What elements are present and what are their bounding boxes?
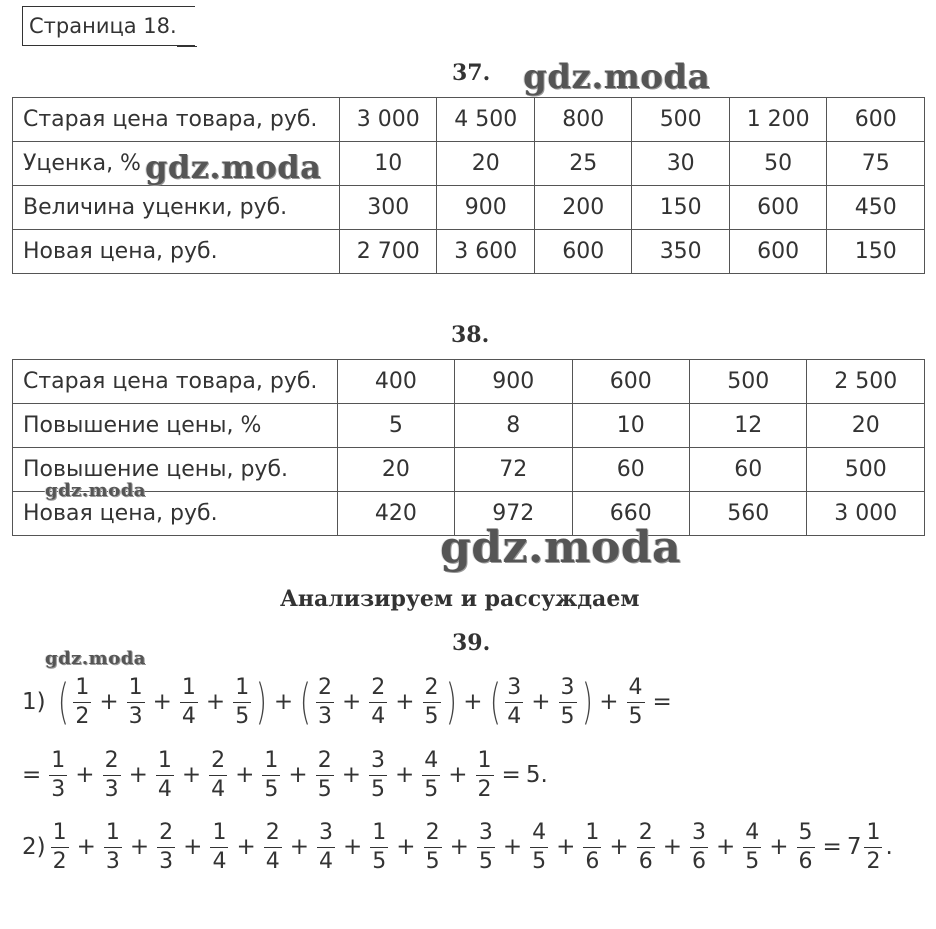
equals-sign: =	[652, 689, 672, 715]
numerator: 1	[583, 822, 601, 848]
table-row	[13, 448, 925, 492]
table-cell: 972	[455, 492, 572, 536]
fraction	[317, 819, 335, 874]
table-cell: 60	[572, 448, 689, 492]
denominator: 6	[638, 848, 653, 874]
denominator: 4	[211, 776, 226, 802]
plus-sign: +	[289, 834, 310, 860]
denominator: 5	[425, 848, 440, 874]
plus-sign: +	[129, 834, 150, 860]
numerator: 1	[51, 822, 69, 848]
denominator: 2	[477, 776, 492, 802]
denominator: 3	[104, 776, 119, 802]
row-label: Старая цена товара, руб.	[13, 360, 338, 404]
table-cell: 2 700	[340, 230, 437, 274]
denominator: 4	[507, 703, 522, 729]
fraction	[180, 674, 198, 729]
row-label: Старая цена товара, руб.	[13, 98, 340, 142]
numerator: 1	[156, 750, 174, 776]
fraction	[316, 674, 334, 729]
numerator: 1	[476, 750, 494, 776]
denominator: 3	[51, 776, 66, 802]
table-cell: 20	[337, 448, 454, 492]
numerator: 2	[264, 822, 282, 848]
table-cell: 3 600	[437, 230, 534, 274]
plus-sign: +	[449, 834, 469, 860]
numerator: 1	[180, 677, 198, 703]
plus-sign: +	[341, 762, 361, 788]
row-label: Новая цена, руб.	[13, 230, 340, 274]
plus-sign: +	[75, 762, 95, 788]
numerator: 1	[233, 677, 251, 703]
open-paren: (	[489, 674, 501, 730]
numerator: 5	[797, 822, 815, 848]
fraction	[627, 674, 645, 729]
numerator: 1	[104, 822, 122, 848]
plus-sign: +	[152, 689, 172, 715]
fraction	[369, 674, 387, 729]
plus-sign: +	[599, 689, 619, 715]
table-cell: 3 000	[807, 492, 925, 536]
row-label: Уценка, %	[13, 142, 340, 186]
denominator: 5	[370, 776, 385, 802]
denominator: 4	[181, 703, 196, 729]
numerator: 3	[505, 677, 523, 703]
fraction	[127, 674, 145, 729]
exercise-38-number: 38.	[451, 322, 490, 348]
fraction	[369, 747, 387, 802]
table-cell: 660	[572, 492, 689, 536]
row-label: Новая цена, руб.	[13, 492, 338, 536]
close-paren: )	[581, 674, 593, 730]
fraction	[316, 747, 334, 802]
fraction	[104, 819, 122, 874]
plus-sign: +	[609, 834, 629, 860]
fraction	[797, 819, 815, 874]
denominator: 5	[424, 776, 439, 802]
numerator: 2	[209, 750, 227, 776]
plus-sign: +	[273, 689, 294, 715]
plus-sign: +	[205, 689, 226, 715]
fraction	[583, 819, 601, 874]
table-cell: 72	[455, 448, 572, 492]
numerator: 2	[369, 677, 387, 703]
fraction	[49, 747, 67, 802]
fraction	[103, 747, 121, 802]
denominator: 6	[585, 848, 600, 874]
numerator: 4	[627, 677, 645, 703]
plus-sign: +	[236, 834, 256, 860]
table-cell: 10	[572, 404, 689, 448]
table-cell: 20	[807, 404, 925, 448]
table-row	[13, 98, 925, 142]
result: 5.	[525, 762, 548, 788]
table-cell: 500	[632, 98, 729, 142]
fraction	[156, 747, 174, 802]
plus-sign: +	[662, 834, 682, 860]
table-row	[13, 360, 925, 404]
plus-sign: +	[343, 834, 363, 860]
numerator: 1	[262, 750, 280, 776]
fraction	[51, 819, 69, 874]
close-paren: )	[445, 674, 457, 730]
open-paren: (	[299, 674, 312, 730]
row-label: Повышение цены, руб.	[13, 448, 338, 492]
fraction	[864, 819, 882, 874]
plus-sign: +	[769, 834, 789, 860]
plus-sign: +	[128, 762, 148, 788]
plus-sign: +	[235, 762, 255, 788]
table-cell: 1 200	[729, 98, 826, 142]
fraction	[210, 819, 228, 874]
numerator: 2	[157, 822, 175, 848]
table-cell: 600	[729, 230, 826, 274]
denominator: 6	[691, 848, 706, 874]
mixed-number	[846, 819, 893, 874]
table-cell: 30	[632, 142, 729, 186]
fraction	[422, 747, 440, 802]
numerator: 2	[316, 677, 334, 703]
denominator: 5	[264, 776, 279, 802]
table-cell: 8	[455, 404, 572, 448]
denominator: 5	[317, 776, 332, 802]
denominator: 5	[560, 703, 575, 729]
plus-sign: +	[531, 689, 551, 715]
table-row	[13, 186, 925, 230]
close-paren: )	[255, 674, 268, 730]
watermark: gdz.moda	[45, 480, 146, 501]
plus-sign: +	[448, 762, 468, 788]
table-cell: 800	[534, 98, 631, 142]
numerator: 2	[637, 822, 655, 848]
item-prefix: 2)	[22, 834, 46, 860]
denominator: 2	[52, 848, 67, 874]
numerator: 4	[743, 822, 761, 848]
numerator: 2	[423, 677, 441, 703]
fraction	[477, 819, 495, 874]
equals-sign: =	[22, 762, 42, 788]
fraction	[233, 674, 251, 729]
table-cell: 12	[690, 404, 807, 448]
table-cell: 600	[827, 98, 925, 142]
fraction	[530, 819, 548, 874]
watermark: gdz.moda	[145, 148, 322, 186]
numerator: 4	[530, 822, 548, 848]
numerator: 2	[316, 750, 334, 776]
denominator: 5	[478, 848, 493, 874]
denominator: 5	[532, 848, 547, 874]
table-cell: 600	[534, 230, 631, 274]
plus-sign: +	[556, 834, 576, 860]
row-label: Повышение цены, %	[13, 404, 338, 448]
equals-sign: =	[822, 834, 842, 860]
denominator: 3	[128, 703, 143, 729]
plus-sign: +	[394, 762, 415, 788]
numerator: 4	[422, 750, 440, 776]
denominator: 6	[798, 848, 813, 874]
plus-sign: +	[715, 834, 736, 860]
plus-sign: +	[341, 689, 362, 715]
numerator: 1	[49, 750, 67, 776]
table-cell: 3 000	[340, 98, 437, 142]
item-prefix: 1)	[22, 689, 46, 715]
denominator: 2	[75, 703, 90, 729]
fraction	[264, 819, 282, 874]
denominator: 2	[866, 848, 881, 874]
table-cell: 200	[534, 186, 631, 230]
table-exercise-38	[12, 359, 925, 536]
plus-sign: +	[183, 834, 203, 860]
table-cell: 560	[690, 492, 807, 536]
table-cell: 60	[690, 448, 807, 492]
exercise-37-number: 37.	[452, 60, 491, 86]
table-cell: 450	[827, 186, 925, 230]
denominator: 4	[212, 848, 227, 874]
fraction	[73, 674, 91, 729]
denominator: 3	[105, 848, 120, 874]
table-row	[13, 404, 925, 448]
table-cell: 20	[437, 142, 534, 186]
section-heading: Анализируем и рассуждаем	[280, 586, 640, 612]
fraction	[262, 747, 280, 802]
fraction	[505, 674, 523, 729]
table-cell: 500	[807, 448, 925, 492]
numerator: 2	[103, 750, 121, 776]
equation-line-1	[22, 670, 677, 734]
table-row	[13, 230, 925, 274]
table-cell: 350	[632, 230, 729, 274]
fraction	[423, 674, 441, 729]
plus-sign: +	[181, 762, 202, 788]
table-cell: 50	[729, 142, 826, 186]
plus-sign: +	[288, 762, 308, 788]
numerator: 2	[424, 822, 442, 848]
numerator: 3	[317, 822, 335, 848]
table-cell: 600	[729, 186, 826, 230]
numerator: 3	[477, 822, 495, 848]
numerator: 3	[690, 822, 708, 848]
denominator: 5	[424, 703, 439, 729]
equation-line-2	[22, 743, 548, 807]
fraction	[157, 819, 175, 874]
denominator: 3	[317, 703, 332, 729]
table-cell: 400	[337, 360, 454, 404]
fraction	[637, 819, 655, 874]
table-cell: 600	[572, 360, 689, 404]
table-cell: 10	[340, 142, 437, 186]
denominator: 4	[371, 703, 386, 729]
fraction	[370, 819, 388, 874]
period: .	[885, 834, 893, 860]
fraction	[690, 819, 708, 874]
numerator: 3	[369, 750, 387, 776]
table-cell: 900	[437, 186, 534, 230]
whole-part: 7	[846, 834, 862, 860]
page-label: Страница 18.	[22, 6, 195, 46]
fraction	[476, 747, 494, 802]
table-cell: 4 500	[437, 98, 534, 142]
watermark: gdz.moda	[45, 648, 146, 669]
table-cell: 420	[337, 492, 454, 536]
table-cell: 150	[632, 186, 729, 230]
denominator: 4	[265, 848, 280, 874]
table-cell: 2 500	[807, 360, 925, 404]
table-cell: 25	[534, 142, 631, 186]
equation-line-3	[22, 815, 893, 879]
table-cell: 5	[337, 404, 454, 448]
fraction	[209, 747, 227, 802]
denominator: 5	[372, 848, 387, 874]
numerator: 1	[127, 677, 145, 703]
numerator: 1	[370, 822, 388, 848]
denominator: 4	[319, 848, 334, 874]
denominator: 5	[745, 848, 760, 874]
plus-sign: +	[502, 834, 523, 860]
table-cell: 500	[690, 360, 807, 404]
plus-sign: +	[463, 689, 483, 715]
numerator: 1	[210, 822, 228, 848]
plus-sign: +	[396, 834, 416, 860]
exercise-39-number: 39.	[452, 630, 491, 656]
plus-sign: +	[395, 689, 415, 715]
denominator: 5	[628, 703, 643, 729]
equals-sign: =	[501, 762, 521, 788]
plus-sign: +	[76, 834, 96, 860]
numerator: 1	[864, 822, 882, 848]
fraction	[743, 819, 761, 874]
table-cell: 900	[455, 360, 572, 404]
fraction	[424, 819, 442, 874]
watermark: gdz.moda	[440, 522, 682, 573]
row-label: Величина уценки, руб.	[13, 186, 340, 230]
fraction	[559, 674, 577, 729]
denominator: 4	[157, 776, 172, 802]
numerator: 1	[73, 677, 91, 703]
table-cell: 300	[340, 186, 437, 230]
denominator: 5	[235, 703, 250, 729]
denominator: 3	[159, 848, 174, 874]
open-paren: (	[57, 674, 69, 730]
table-cell: 75	[827, 142, 925, 186]
table-cell: 150	[827, 230, 925, 274]
watermark: gdz.moda	[523, 57, 711, 97]
plus-sign: +	[99, 689, 119, 715]
numerator: 3	[559, 677, 577, 703]
